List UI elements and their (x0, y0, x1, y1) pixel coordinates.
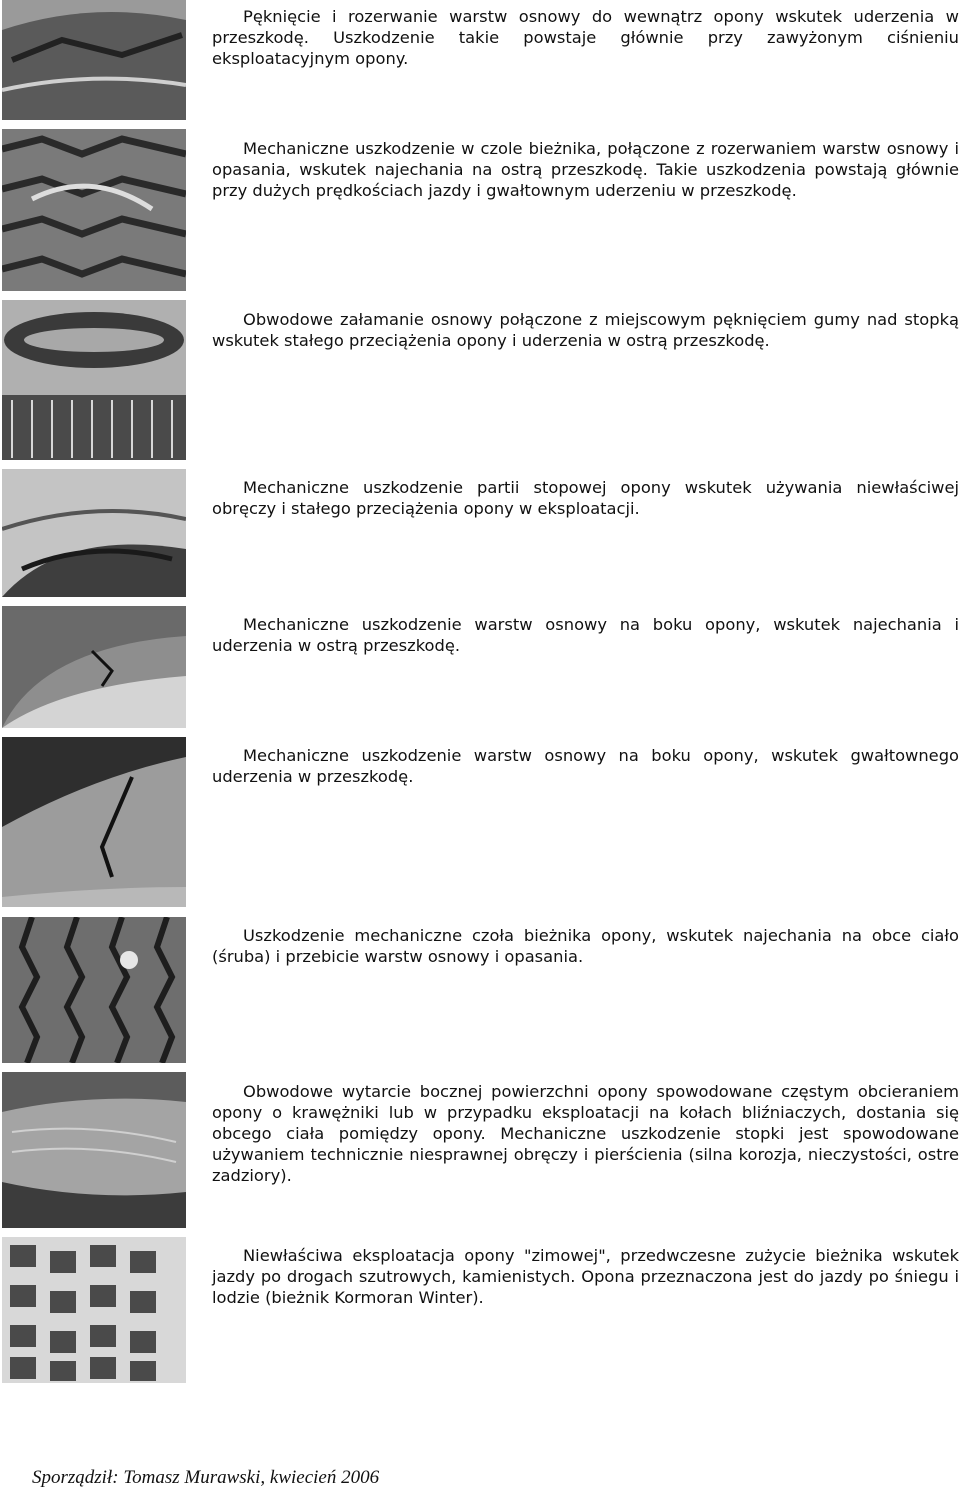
tire-photo-6 (2, 737, 186, 907)
author-footer: Sporządził: Tomasz Murawski, kwiecień 2006 (32, 1467, 380, 1488)
entry-text-6: Mechaniczne uszkodzenie warstw osnowy na boku opony, wskutek gwałtownego uderzenia w przeszkodę. (212, 746, 959, 786)
tire-photo-3 (2, 300, 186, 460)
entry-text-2: Mechaniczne uszkodzenie w czole bieżnika, połączone z rozerwaniem warstw osnowy i opasania, wskutek najechania na ostrą przeszkodę. Takie uszkodzenia powstają głównie przy dużych prędkościach jazdy i gwałtownym uderzeniu w przeszkodę. (212, 139, 959, 200)
entry-text-4: Mechaniczne uszkodzenie partii stopowej opony wskutek używania niewłaściwej obręczy i stałego przeciążenia opony w eksploatacji. (212, 478, 959, 518)
tire-photo-1 (2, 0, 186, 120)
tire-photo-9 (2, 1237, 186, 1383)
tire-photo-4 (2, 469, 186, 597)
entry-text-7: Uszkodzenie mechaniczne czoła bieżnika opony, wskutek najechania na obce ciało (śruba) i przebicie warstw osnowy i opasania. (212, 926, 959, 966)
entry-text-8: Obwodowe wytarcie bocznej powierzchni opony spowodowane częstym obcieraniem opony o krawężniki lub w przypadku eksploatacji na kołach bliźniaczych, dostania się obcego ciała pomiędzy opony. Mechaniczne uszkodzenie stopki jest spowodowane używaniem technicznie niesprawnej obręczy i pierścienia (silna korozja, nieczystości, ostre zadziory). (212, 1082, 959, 1185)
entry-text-3: Obwodowe załamanie osnowy połączone z miejscowym pęknięciem gumy nad stopką wskutek stałego przeciążenia opony i uderzenia w ostrą przeszkodę. (212, 310, 959, 350)
tire-photo-5 (2, 606, 186, 728)
tire-photo-8 (2, 1072, 186, 1228)
entry-text-9: Niewłaściwa eksploatacja opony "zimowej", przedwczesne zużycie bieżnika wskutek jazdy po drogach szutrowych, kamienistych. Opona przeznaczona jest do jazdy po śniegu i lodzie (bieżnik Kormoran Winter). (212, 1246, 959, 1307)
entry-text-1: Pęknięcie i rozerwanie warstw osnowy do wewnątrz opony wskutek uderzenia w przeszkodę. Uszkodzenie takie powstaje głównie przy zawyżonym ciśnieniu eksploatacyjnym opony. (212, 7, 959, 68)
entry-text-5: Mechaniczne uszkodzenie warstw osnowy na boku opony, wskutek najechania i uderzenia w ostrą przeszkodę. (212, 615, 959, 655)
tire-photo-7 (2, 917, 186, 1063)
tire-photo-2 (2, 129, 186, 291)
